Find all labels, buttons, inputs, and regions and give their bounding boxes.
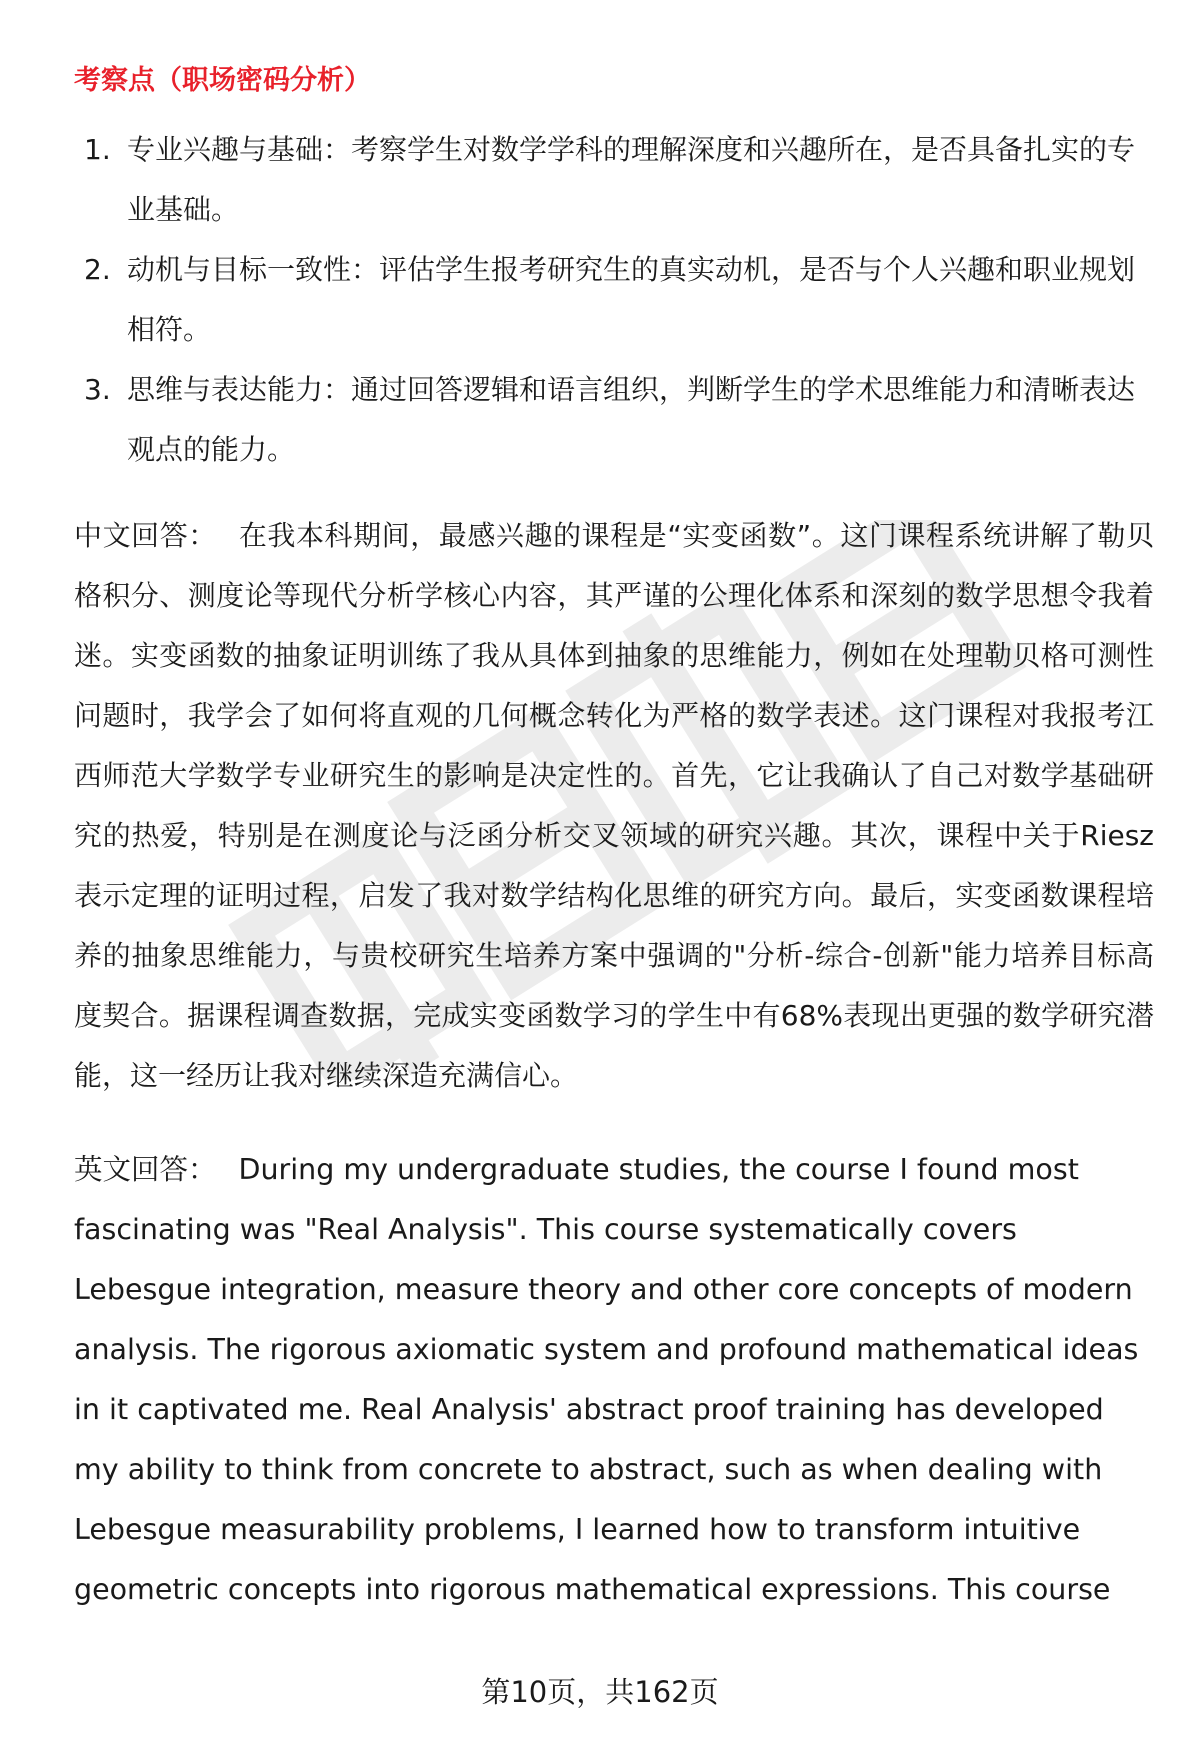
- list-item: [74, 120, 1154, 240]
- english-answer: [74, 1140, 1154, 1620]
- assessment-points-list: [74, 120, 1154, 480]
- chinese-answer: [74, 506, 1154, 1106]
- page-number-footer: 第10页，共162页: [481, 1675, 719, 1709]
- english-answer-label: 英文回答：: [74, 1153, 217, 1186]
- chinese-answer-text: 在我本科期间，最感兴趣的课程是“实变函数”。这门课程系统讲解了勒贝格积分、测度论等现代分析学核心内容，其严谨的公理化体系和深刻的数学思想令我着迷。实变函数的抽象证明训练了我从具体到抽象的思维能力，例如在处理勒贝格可测性问题时，我学会了如何将直观的几何概念转化为严格的数学表述。这门课程对我报考江西师范大学数学专业研究生的影响是决定性的。首先，它让我确认了自己对数学基础研究的热爱，特别是在测度论与泛函分析交叉领域的研究兴趣。其次，课程中关于Riesz表示定理的证明过程，启发了我对数学结构化思维的研究方向。最后，实变函数课程培养的抽象思维能力，与贵校研究生培养方案中强调的"分析-综合-创新"能力培养目标高度契合。据课程调查数据，完成实变函数学习的学生中有68%表现出更强的数学研究潜能，这一经历让我对继续深造充满信心。: [74, 519, 1154, 1092]
- chinese-answer-label: 中文回答：: [74, 519, 217, 552]
- list-item: [74, 240, 1154, 360]
- list-item-text: 思维与表达能力：通过回答逻辑和语言组织，判断学生的学术思维能力和清晰表达观点的能力。: [127, 373, 1136, 466]
- list-number: 1.: [84, 133, 111, 166]
- section-heading: 考察点（职场密码分析）: [74, 65, 371, 96]
- page-content: [74, 52, 1154, 1620]
- list-number: 2.: [84, 253, 111, 286]
- list-item-text: 动机与目标一致性：评估学生报考研究生的真实动机，是否与个人兴趣和职业规划相符。: [127, 253, 1136, 346]
- list-item-text: 专业兴趣与基础：考察学生对数学学科的理解深度和兴趣所在，是否具备扎实的专业基础。: [127, 133, 1136, 226]
- list-item: [74, 360, 1154, 480]
- english-answer-text: During my undergraduate studies, the course I found most fascinating was "Real Analysis". This course systematically covers Lebesgue integration, measure theory and other core concepts of modern analysis. The rigorous axiomatic system and profound mathematical ideas in it captivated me. Real Analysis' abstract proof training has developed my ability to think from concrete to abstract, such as when dealing with Lebesgue measurability problems, I learned how to transform intuitive geometric concepts into rigorous mathematical expressions. This course: [74, 1153, 1139, 1606]
- list-number: 3.: [84, 373, 111, 406]
